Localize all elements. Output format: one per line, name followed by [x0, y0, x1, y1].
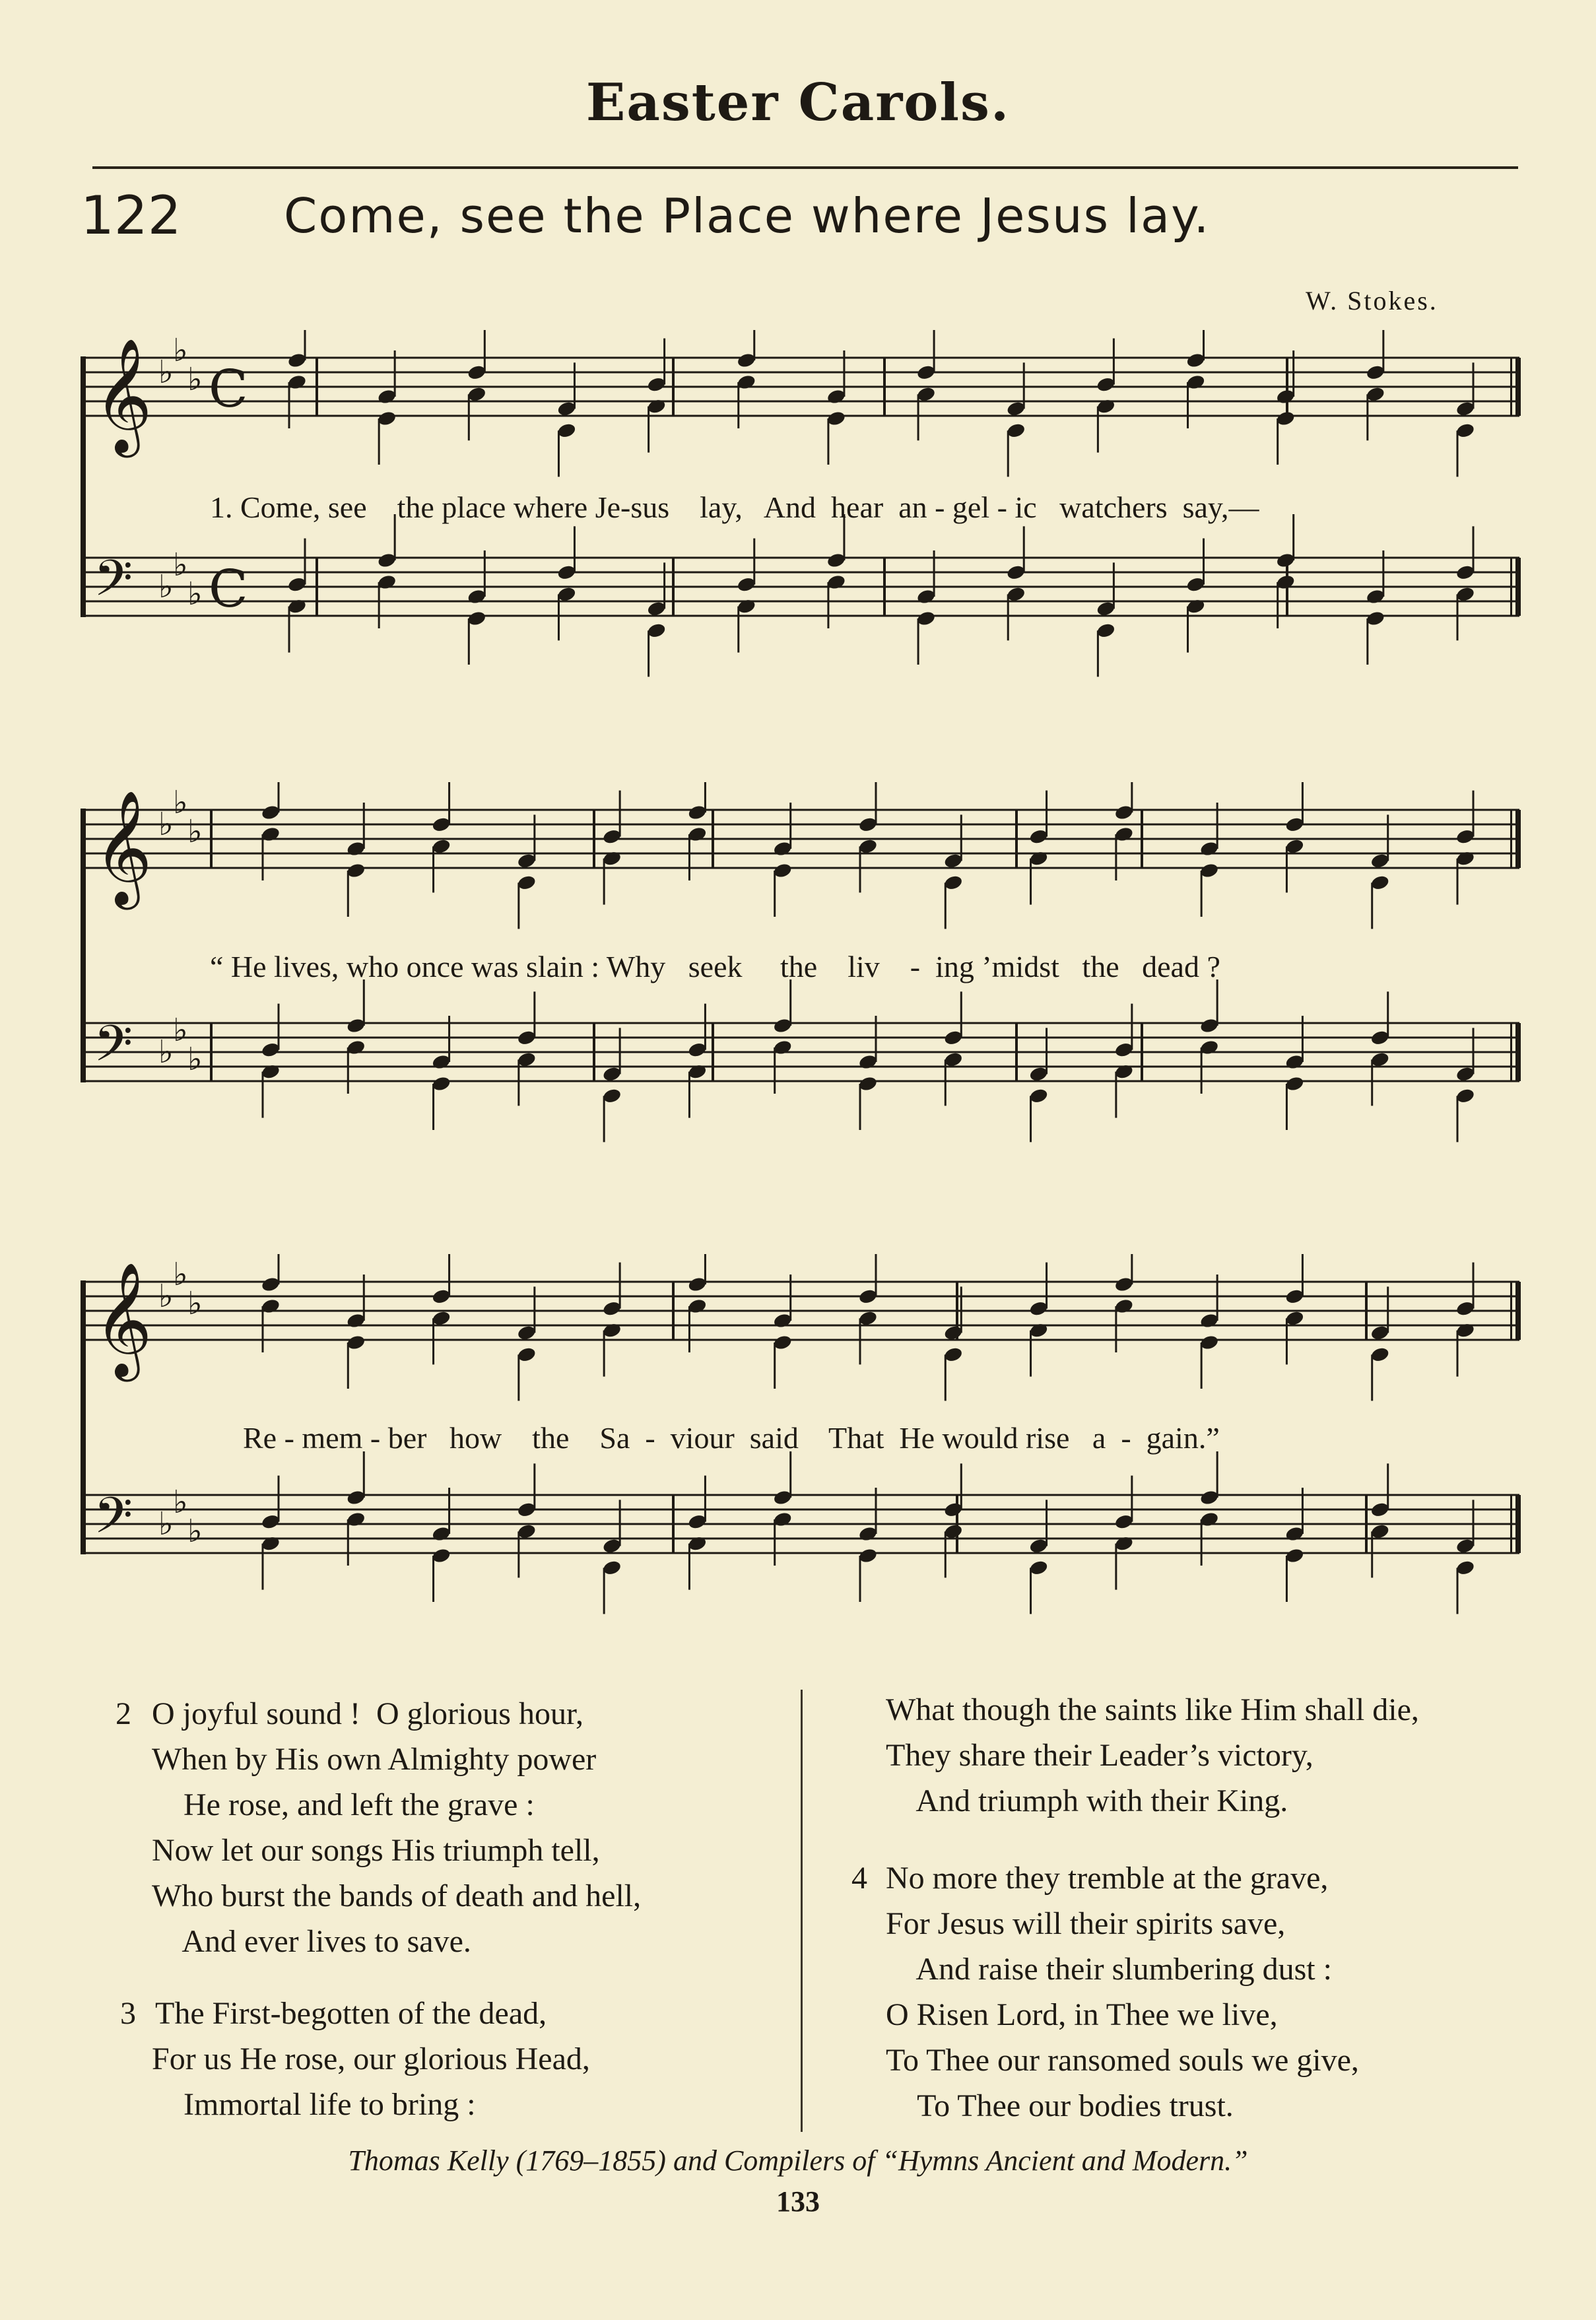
- barline: [1510, 1023, 1512, 1081]
- flat-icon: ♭: [187, 1513, 203, 1550]
- lyric-line-2: “ He lives, who once was slain : Why seek the liv - ing ’midst the dead ?: [210, 950, 1220, 983]
- verse-4: [851, 1855, 1559, 2129]
- flat-icon: ♭: [187, 1285, 203, 1322]
- flat-icon: ♭: [187, 813, 203, 850]
- barline: [1510, 558, 1512, 616]
- system-bracket: [81, 809, 86, 1082]
- flat-icon: ♭: [158, 354, 174, 391]
- page-number: 133: [776, 2185, 820, 2218]
- flat-icon: ♭: [173, 332, 188, 369]
- barline: [1510, 1282, 1512, 1340]
- verse-line: For Jesus will their spirits save,: [886, 1906, 1286, 1941]
- flat-icon: ♭: [173, 1256, 188, 1293]
- verse-line: To Thee our bodies trust.: [886, 2088, 1234, 2123]
- verse-line: And raise their slumbering dust :: [886, 1952, 1332, 1987]
- verse-line: The First-begotten of the dead,: [155, 1996, 547, 2031]
- flat-icon: ♭: [173, 1012, 188, 1049]
- verse-line: No more they tremble at the grave,: [886, 1861, 1329, 1896]
- barline: [1515, 558, 1521, 616]
- flat-icon: ♭: [187, 361, 203, 398]
- treble-clef-icon: 𝄞: [94, 1262, 152, 1377]
- verse-line: He rose, and left the grave :: [152, 1787, 535, 1822]
- treble-clef-icon: 𝄞: [94, 790, 152, 905]
- flat-icon: ♭: [158, 1278, 174, 1315]
- barline: [1515, 1495, 1521, 1553]
- verse-line: For us He rose, our glorious Head,: [152, 2041, 590, 2076]
- hymn-title: Come, see the Place where Jesus lay.: [284, 188, 1211, 244]
- flat-icon: ♭: [158, 568, 174, 605]
- running-head: Easter Carols.: [585, 73, 1011, 133]
- flat-icon: ♭: [158, 1506, 174, 1542]
- bass-clef-icon: 𝄢: [94, 1486, 133, 1557]
- system-bracket: [81, 1280, 86, 1554]
- hymn-number: 122: [81, 185, 182, 246]
- flat-icon: ♭: [187, 576, 203, 613]
- verse-line: Immortal life to bring :: [152, 2087, 476, 2122]
- verse-line: O joyful sound ! O glorious hour,: [152, 1696, 584, 1731]
- flat-icon: ♭: [173, 547, 188, 583]
- system-bracket: [81, 356, 86, 617]
- barline: [1515, 810, 1521, 868]
- verse-line: Now let our songs His triumph tell,: [152, 1833, 600, 1868]
- verse-line: To Thee our ransomed souls we give,: [886, 2043, 1359, 2078]
- verse-line: When by His own Almighty power: [152, 1742, 597, 1777]
- verse-3-continued: [886, 1687, 1559, 1824]
- flat-icon: ♭: [187, 1041, 203, 1078]
- verses-left-column: [116, 1691, 785, 2127]
- common-time-icon: C: [209, 560, 248, 619]
- treble-clef-icon: 𝄞: [94, 338, 152, 453]
- flat-icon: ♭: [173, 784, 188, 821]
- verse-number: 3: [120, 1996, 136, 2031]
- verse-line: What though the saints like Him shall die,: [886, 1692, 1419, 1727]
- header-rule: [92, 166, 1518, 169]
- flat-icon: ♭: [158, 806, 174, 843]
- composer-credit: W. Stokes.: [1306, 286, 1438, 315]
- verse-line: And triumph with their King.: [886, 1783, 1288, 1818]
- verse-2: [116, 1691, 785, 1964]
- attribution: Thomas Kelly (1769–1855) and Compilers of “Hymns Ancient and Modern.”: [348, 2144, 1248, 2177]
- verse-line: Who burst the bands of death and hell,: [152, 1878, 642, 1913]
- verse-number: 4: [851, 1861, 867, 1896]
- verse-line: And ever lives to save.: [152, 1924, 471, 1959]
- barline: [1515, 358, 1521, 416]
- lyric-line-1: 1. Come, see the place where Je-sus lay, And hear an - gel - ic watchers say,—: [210, 490, 1259, 524]
- verses-right-column: [851, 1687, 1559, 2129]
- column-divider: [801, 1690, 803, 2132]
- verse-3: [120, 1991, 785, 2127]
- bass-clef-icon: 𝄢: [94, 549, 133, 620]
- common-time-icon: C: [209, 360, 248, 419]
- barline: [1510, 1495, 1512, 1553]
- flat-icon: ♭: [158, 1034, 174, 1071]
- flat-icon: ♭: [173, 1484, 188, 1521]
- bass-clef-icon: 𝄢: [94, 1014, 133, 1085]
- verse-line: O Risen Lord, in Thee we live,: [886, 1997, 1278, 2032]
- barline: [1515, 1023, 1521, 1081]
- lyric-line-3: Re - mem - ber how the Sa - viour said That He would rise a - gain.”: [243, 1421, 1220, 1455]
- verse-line: They share their Leader’s victory,: [886, 1738, 1313, 1773]
- barline: [1510, 810, 1512, 868]
- barline: [1510, 358, 1512, 416]
- barline: [1515, 1282, 1521, 1340]
- verse-number: 2: [116, 1696, 131, 1731]
